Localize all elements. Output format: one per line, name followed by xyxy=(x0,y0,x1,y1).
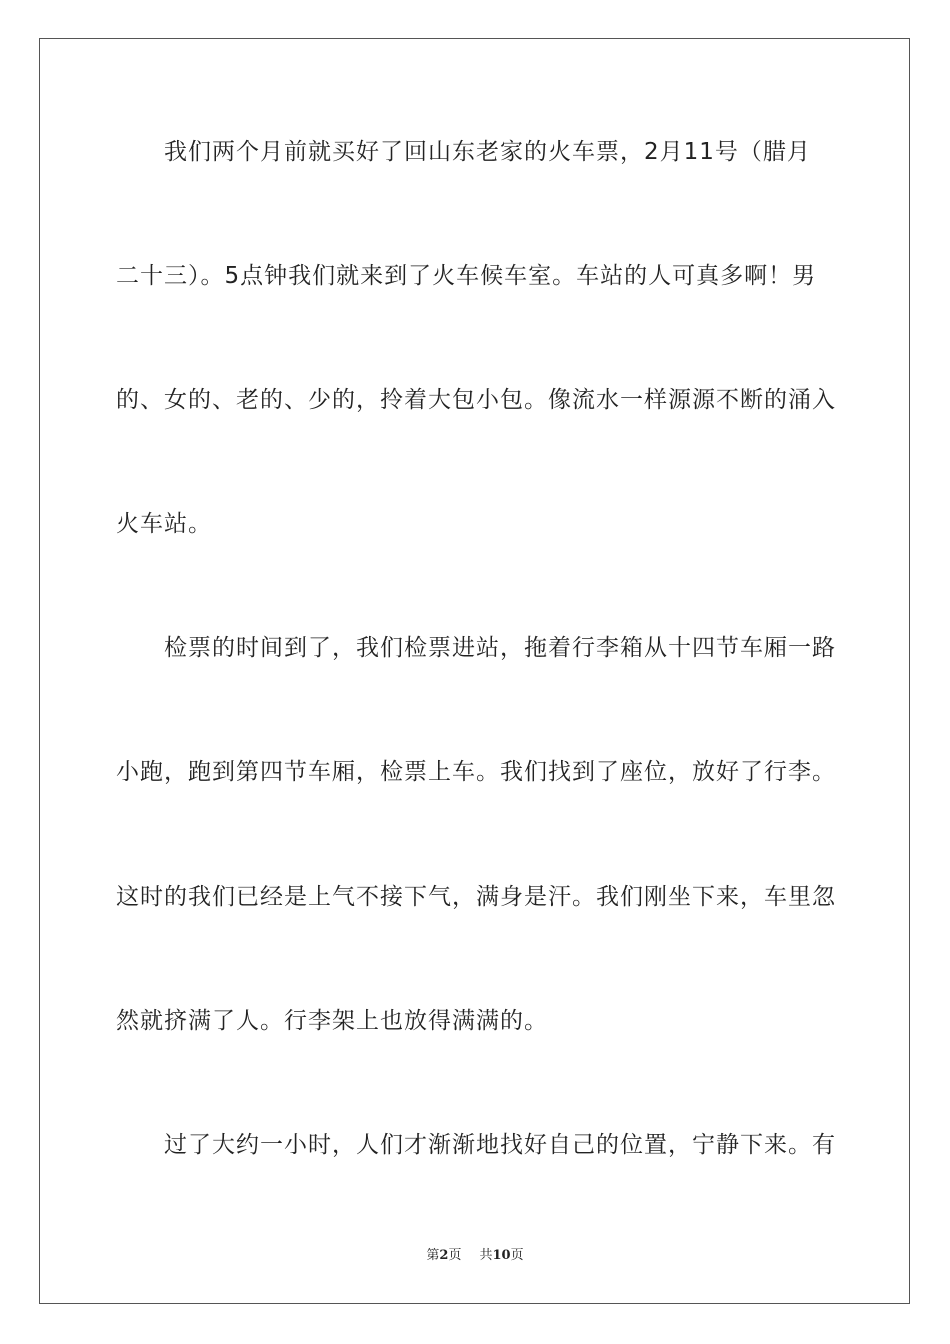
page-number: 2 xyxy=(439,1248,449,1263)
text-line-3: 的、女的、老的、少的，拎着大包小包。像流水一样源源不断的涌入 xyxy=(116,387,836,413)
total-pages: 10 xyxy=(492,1248,511,1263)
text-line-9: 过了大约一小时，人们才渐渐地找好自己的位置，宁静下来。有 xyxy=(116,1132,836,1158)
text-line-6: 小跑，跑到第四节车厢，检票上车。我们找到了座位，放好了行李。 xyxy=(116,759,836,785)
page-footer xyxy=(0,1247,950,1265)
page-suffix: 页 xyxy=(448,1248,462,1263)
text-line-5: 检票的时间到了，我们检票进站，拖着行李箱从十四节车厢一路 xyxy=(116,635,836,661)
page-border xyxy=(39,38,910,1304)
text-line-2: 二十三）。5点钟我们就来到了火车候车室。车站的人可真多啊！男 xyxy=(116,263,817,289)
total-prefix: 共 xyxy=(479,1248,493,1263)
text-line-4: 火车站。 xyxy=(116,511,212,537)
page-prefix: 第 xyxy=(426,1248,440,1263)
text-line-8: 然就挤满了人。行李架上也放得满满的。 xyxy=(116,1008,548,1034)
text-line-7: 这时的我们已经是上气不接下气，满身是汗。我们刚坐下来，车里忽 xyxy=(116,884,836,910)
text-line-1: 我们两个月前就买好了回山东老家的火车票，2月11号（腊月 xyxy=(116,139,811,165)
total-suffix: 页 xyxy=(510,1248,524,1263)
